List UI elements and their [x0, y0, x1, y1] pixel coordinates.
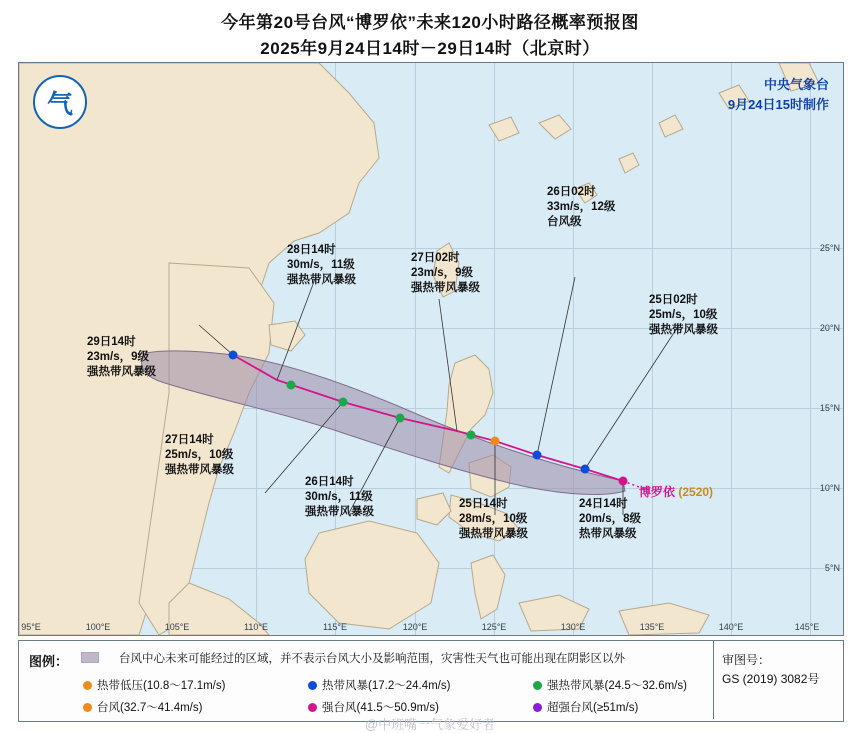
lat-label-3: 10°N	[819, 483, 840, 493]
agency-issued-time: 9月24日15时制作	[727, 97, 829, 112]
callout-time: 29日14时	[87, 336, 136, 348]
callout-25-14	[459, 497, 528, 542]
callout-category: 热带风暴级	[579, 528, 637, 540]
lon-label-1: 100°E	[85, 622, 111, 632]
legend-title: 图例：	[29, 654, 69, 669]
legend-label: 台风(32.7～41.4m/s)	[97, 702, 203, 714]
typhoon-track-map[interactable]	[18, 62, 844, 636]
callout-category: 台风级	[547, 216, 582, 228]
lon-label-6: 125°E	[481, 622, 507, 632]
callout-wind: 28m/s，10级	[459, 513, 528, 525]
callout-29-14	[87, 335, 156, 380]
callout-category: 强热带风暴级	[305, 506, 374, 518]
callout-wind: 30m/s，11级	[287, 259, 355, 271]
callout-wind: 25m/s，10级	[649, 309, 718, 321]
storm-number: (2520)	[678, 485, 714, 499]
agency-name: 中央气象台	[763, 77, 829, 92]
lon-label-3: 110°E	[244, 622, 268, 632]
track-point-24-14[interactable]	[619, 477, 628, 486]
agency-block	[728, 75, 829, 115]
callout-wind: 20m/s，8级	[579, 513, 642, 525]
callout-27-14	[165, 433, 234, 478]
legend-label: 热带风暴(17.2～24.4m/s)	[322, 680, 451, 692]
track-point-29-14[interactable]	[229, 351, 238, 360]
callout-28-14	[287, 243, 356, 288]
storm-name-label	[639, 483, 713, 500]
legend-dot-icon	[308, 703, 317, 712]
approval-number: GS (2019) 3082号	[722, 672, 820, 686]
legend-item-5	[533, 699, 638, 715]
callout-category: 强热带风暴级	[649, 324, 718, 336]
callout-time: 27日02时	[411, 252, 460, 264]
callout-time: 25日14时	[459, 498, 508, 510]
callout-26-14	[305, 475, 374, 520]
page-title	[0, 0, 860, 62]
legend-item-1	[308, 677, 523, 693]
lon-label-4: 115°E	[323, 622, 347, 632]
legend-dot-icon	[308, 681, 317, 690]
callout-wind: 33m/s，12级	[547, 201, 616, 213]
lon-label-5: 120°E	[402, 622, 428, 632]
callout-time: 27日14时	[165, 434, 214, 446]
lon-label-2: 105°E	[164, 622, 190, 632]
lat-label-2: 15°N	[819, 403, 840, 413]
callout-27-02	[411, 251, 480, 296]
legend-dot-icon	[533, 681, 542, 690]
callout-26-02	[547, 185, 615, 230]
lon-label-8: 135°E	[639, 622, 665, 632]
legend-dot-icon	[83, 681, 92, 690]
lon-label-7: 130°E	[560, 622, 586, 632]
legend-item-2	[533, 677, 687, 693]
lat-label-1: 20°N	[819, 323, 840, 333]
callout-time: 26日02时	[547, 186, 596, 198]
lat-label-0: 25°N	[819, 243, 840, 253]
track-point-26-14[interactable]	[467, 431, 476, 440]
callout-category: 强热带风暴级	[459, 528, 528, 540]
legend-item-3	[83, 699, 298, 715]
lat-label-4: 5°N	[824, 563, 840, 573]
callout-wind: 25m/s，10级	[165, 449, 234, 461]
lon-label-9: 140°E	[718, 622, 744, 632]
callout-time: 28日14时	[287, 244, 336, 256]
legend-note: 台风中心未来可能经过的区域，并不表示台风大小及影响范围，灾害性天气也可能出现在阴影区以外	[119, 653, 625, 665]
callout-time: 25日02时	[649, 294, 698, 306]
approval-label: 审图号：	[722, 653, 771, 667]
track-point-27-02[interactable]	[396, 414, 405, 423]
callout-category: 强热带风暴级	[287, 274, 356, 286]
track-point-28-14[interactable]	[287, 381, 296, 390]
legend-label: 超强台风(≥51m/s)	[547, 702, 639, 714]
callout-time: 24日14时	[579, 498, 628, 510]
legend-dot-icon	[533, 703, 542, 712]
callout-category: 强热带风暴级	[411, 282, 480, 294]
callout-time: 26日14时	[305, 476, 354, 488]
cma-logo-icon: 气	[33, 75, 87, 129]
callout-24-14	[579, 497, 641, 542]
title-line-1: 今年第20号台风“博罗依”未来120小时路径概率预报图	[221, 13, 639, 32]
legend-item-4	[308, 699, 523, 715]
callout-category: 强热带风暴级	[165, 464, 234, 476]
watermark: @中班嘴一气象爱好者	[364, 717, 496, 732]
callout-category: 强热带风暴级	[87, 366, 156, 378]
callout-wind: 30m/s，11级	[305, 491, 373, 503]
legend	[18, 640, 844, 722]
track-point-25-14[interactable]	[533, 451, 542, 460]
legend-shade-swatch	[81, 652, 99, 663]
lon-label-0: 95°E	[21, 622, 41, 632]
approval-block	[713, 641, 843, 719]
legend-item-0	[83, 677, 298, 693]
legend-label: 热带低压(10.8～17.1m/s)	[97, 680, 226, 692]
track-point-27-14[interactable]	[339, 398, 348, 407]
legend-label: 强热带风暴(24.5～32.6m/s)	[547, 680, 687, 692]
legend-label: 强台风(41.5～50.9m/s)	[322, 702, 439, 714]
callout-wind: 23m/s，9级	[87, 351, 150, 363]
callout-25-02	[649, 293, 718, 338]
track-point-25-02[interactable]	[581, 465, 590, 474]
track-point-26-02[interactable]	[491, 437, 500, 446]
legend-dot-icon	[83, 703, 92, 712]
storm-name: 博罗依	[639, 485, 676, 499]
callout-wind: 23m/s，9级	[411, 267, 474, 279]
title-line-2: 2025年9月24日14时－29日14时（北京时）	[260, 39, 600, 58]
lon-label-10: 145°E	[794, 622, 820, 632]
